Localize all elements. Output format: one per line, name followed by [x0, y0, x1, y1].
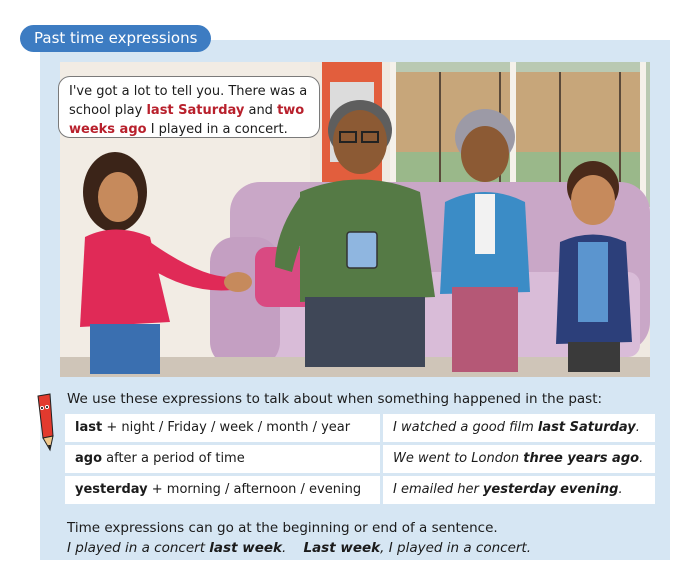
example-cell	[383, 445, 655, 473]
example-end: .	[635, 420, 640, 435]
example-highlight: last Saturday	[537, 420, 636, 435]
rule-text: + morning / afternoon / evening	[147, 482, 362, 497]
example-2-text: , I played in a concert.	[380, 540, 532, 556]
note-line: Time expressions can go at the beginning or end of a sentence.	[67, 520, 498, 536]
rule-text: + night / Friday / week / month / year	[102, 420, 351, 435]
example-2-highlight: Last week	[303, 540, 381, 556]
example-1-end: .	[282, 540, 287, 556]
rule-keyword: last	[75, 420, 103, 435]
speech-text-1: I've got a lot to tell you. There was a school play	[69, 84, 308, 118]
table-row	[65, 414, 655, 442]
table-row	[65, 445, 655, 473]
example-end: .	[618, 482, 623, 497]
speech-highlight-1: last Saturday	[146, 103, 245, 118]
example-text: I emailed her	[393, 482, 483, 497]
example-highlight: yesterday evening	[482, 482, 619, 497]
speech-text-2: and	[244, 103, 278, 118]
example-highlight: three years ago	[523, 451, 640, 466]
rule-cell	[65, 414, 380, 442]
rule-keyword: ago	[75, 451, 103, 466]
example-text: We went to London	[393, 451, 524, 466]
rule-text: after a period of time	[102, 451, 245, 466]
rule-cell	[65, 445, 380, 473]
speech-text-3: I played in a concert.	[146, 122, 288, 137]
speech-highlight-2: two weeks ago	[69, 103, 305, 137]
example-end: .	[639, 451, 644, 466]
pencil-icon	[33, 392, 59, 454]
section-title: Past time expressions	[20, 25, 211, 52]
example-text: I watched a good film	[393, 420, 538, 435]
example-1-highlight: last week	[209, 540, 282, 556]
rule-cell	[65, 476, 380, 504]
example-1-text: I played in a concert	[67, 540, 210, 556]
usage-note	[67, 518, 531, 558]
example-cell	[383, 414, 655, 442]
note-examples	[67, 538, 531, 558]
speech-bubble	[58, 76, 320, 138]
table-row	[65, 476, 655, 504]
rule-keyword: yesterday	[75, 482, 148, 497]
example-cell	[383, 476, 655, 504]
intro-text: We use these expressions to talk about when something happened in the past:	[67, 391, 603, 407]
